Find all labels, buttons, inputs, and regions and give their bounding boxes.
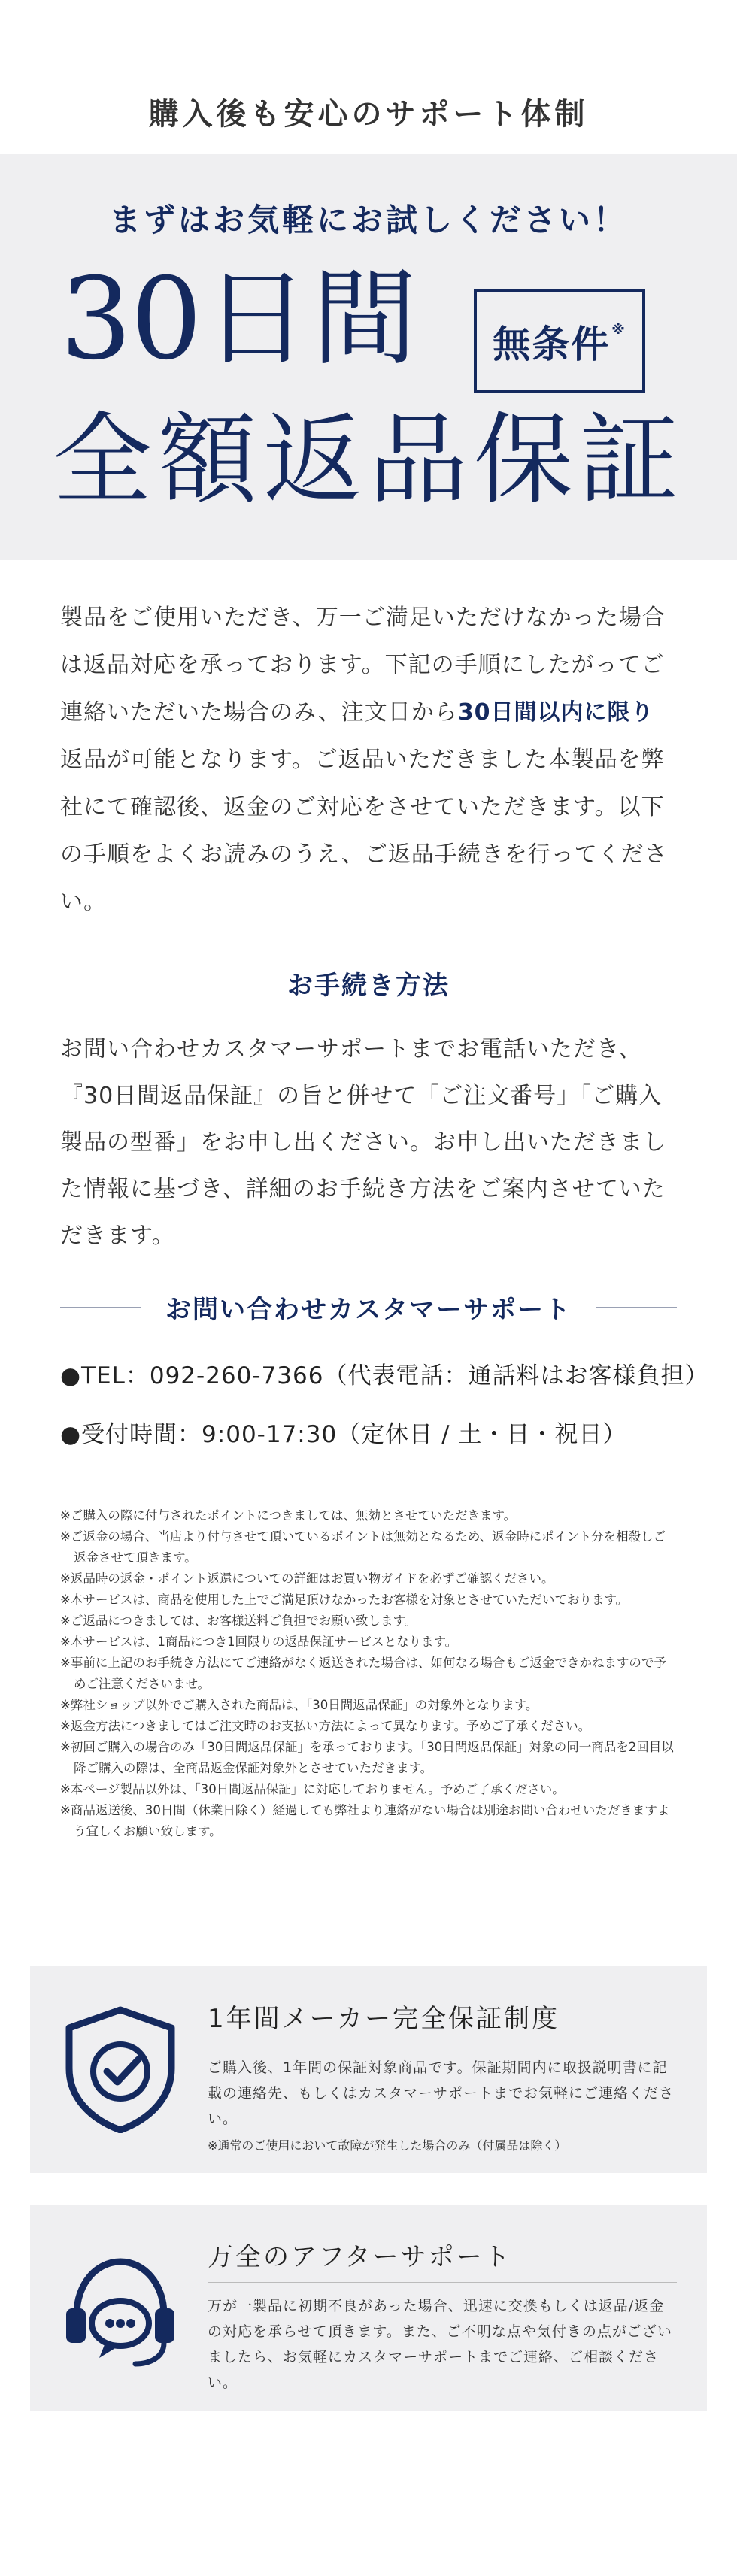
aftercare-text: 万が一製品に初期不良があった場合、迅速に交換もしくは返品/返金の対応を承らせて頂きます。また、ご不明な点や気付きの点がございましたら、お気軽にカスタマーサポートまでご連絡、ご相談ください。 [208,2298,672,2391]
divider-line [60,1307,141,1308]
divider-line [208,2282,677,2283]
hero-days-unit: 日間 [203,258,420,380]
warranty-title: 1年間メーカー完全保証制度 [208,2004,560,2034]
aftercare-card [30,2205,707,2411]
aftercare-title: 万全のアフターサポート [208,2242,512,2272]
procedure-text: お問い合わせカスタマーサポートまでお電話いただき、『30日間返品保証』の旨と併せて「ご注文番号」「ご購入製品の型番」をお申し出ください。お申し出いただきました情報に基づき、詳細のお手続き方法をご案内させていただきます。 [60,1036,666,1249]
divider-line [596,1307,677,1308]
contact-heading-label: お問い合わせカスタマーサポート [165,1294,572,1325]
note-item: ※本サービスは、商品を使用した上でご満足頂けなかったお客様を対象とさせていただいております。 [60,1593,629,1607]
intro-text-after: 返品が可能となります。ご返品いただきました本製品を弊社にて確認後、返金のご対応をさせていただきます。以下の手順をよくお読みのうえ、ご返品手続きを行ってください。 [60,747,668,915]
headset-chat-icon [60,2248,180,2376]
contact-tel: ●TEL：092-260-7366（代表電話：通話料はお客様負担） [60,1362,709,1390]
note-item: ※本ページ製品以外は、「30日間返品保証」に対応しておりません。予めご了承ください。 [60,1782,565,1796]
intro-text-before: 製品をご使用いただき、万一ご満足いただけなかった場合は返品対応を承っております。下記の手順にしたがってご連絡いただいた場合のみ、注文日から [60,605,666,726]
warranty-text: ご購入後、1年間の保証対象商品です。保証期間内に取扱説明書に記載の連絡先、もしくはカスタマーサポートまでお気軽にご連絡ください。 [208,2059,675,2127]
note-item: ※ご返金の場合、当店より付与させて頂いているポイントは無効となるため、返金時にポイント分を相殺しご返金させて頂きます。 [60,1529,666,1565]
procedure-heading-label: お手続き方法 [287,970,450,1001]
warranty-note: ※通常のご使用において故障が発生した場合のみ（付属品は除く） [208,2138,567,2153]
note-item: ※商品返送後、30日間（休業日除く）経過しても弊社より連絡がない場合は別途お問い合わせいただきますよう宜しくお願い致します。 [60,1803,670,1838]
contact-hours: ●受付時間：9:00-17:30（定休日 / 土・日・祝日） [60,1421,627,1448]
hero-subtitle: まずはお気軽にお試しください！ [108,202,628,238]
badge-label: 無条件 [493,323,611,366]
hero-days-number: 30 [60,254,201,385]
badge-mark: ※ [611,321,626,338]
contact-heading [60,1292,677,1325]
warranty-card [30,1966,707,2173]
shield-check-icon [60,2005,180,2133]
note-item: ※返金方法につきましてはご注文時のお支払い方法によって異なります。予めご了承ください。 [60,1719,591,1733]
note-item: ※ご購入の際に付与されたポイントにつきましては、無効とさせていただきます。 [60,1508,517,1523]
note-item: ※ご返品につきましては、お客様送料ご負担でお願い致します。 [60,1614,417,1628]
page-title: 購入後も安心のサポート体制 [148,97,589,132]
hero-guarantee: 全額返品保証 [53,402,684,518]
notes-list [60,1505,677,1842]
intro-highlight: 30日間以内に限り [457,699,654,726]
note-item: ※本サービスは、1商品につき1回限りの返品保証サービスとなります。 [60,1635,458,1649]
hero-days-row [60,256,420,383]
note-item: ※返品時の返金・ポイント返還についての詳細はお買い物ガイドを必ずご確認ください。 [60,1571,554,1586]
procedure-heading [60,968,677,1001]
intro-paragraph [60,594,677,926]
note-item: ※初回ご購入の場合のみ「30日間返品保証」を承っております。「30日間返品保証」対象の同一商品を2回目以降ご購入の際は、全商品返金保証対象外とさせていただきます。 [60,1740,674,1775]
hero-banner [0,154,737,560]
note-item: ※事前に上記のお手続き方法にてご連絡がなく返送された場合は、如何なる場合もご返金できかねますので予めご注意くださいませ。 [60,1656,666,1691]
unconditional-badge [474,289,645,393]
note-item: ※弊社ショップ以外でご購入された商品は、「30日間返品保証」の対象外となります。 [60,1698,538,1712]
